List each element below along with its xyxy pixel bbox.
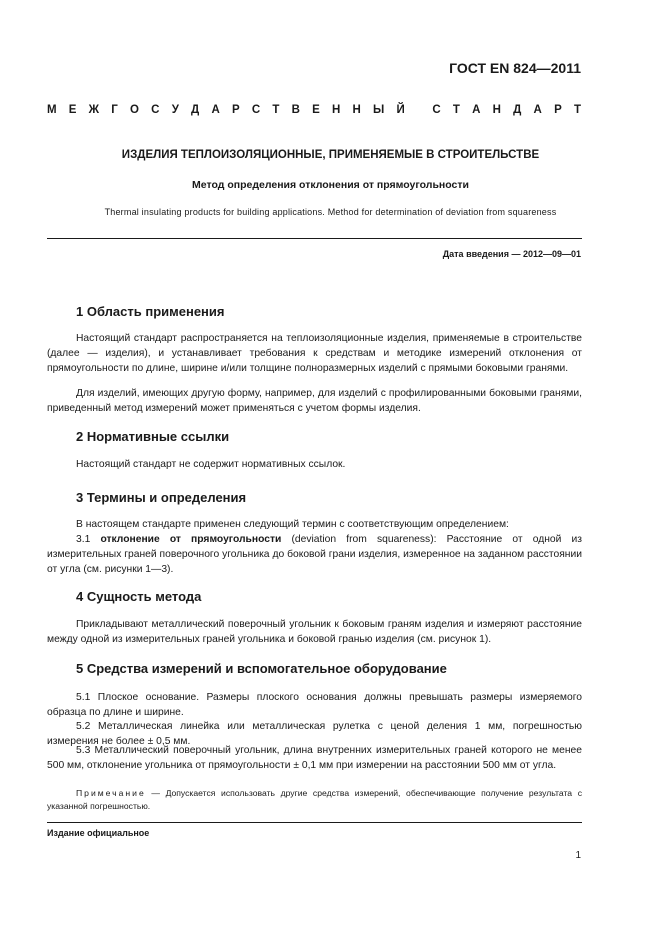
section-5-heading: 5 Средства измерений и вспомогательное оборудование [76,661,447,676]
interstate-banner-letter: С [151,104,160,116]
section-5-item-2: 5.2 Металлическая линейка или металлическая рулетка с ценой деления 1 мм, погрешностью измерения не более ± 0,5 мм. [47,721,582,747]
section-5-note [47,787,582,813]
footer-divider [47,822,582,823]
section-1-heading: 1 Область применения [76,304,225,319]
interstate-standard-banner [47,104,581,116]
note-label: Примечание [76,788,146,798]
interstate-banner-letter: А [211,104,220,116]
interstate-banner-letter: Т [272,104,280,116]
interstate-banner-letter: Е [68,104,77,116]
english-title: Thermal insulating products for building applications. Method for determination of deviation from squareness [104,207,557,217]
official-edition-label: Издание официальное [47,828,150,838]
gost-code: ГОСТ EN 824—2011 [449,60,581,76]
interstate-banner-letter: Н [352,104,361,116]
interstate-banner-letter: С [432,104,441,116]
interstate-banner-letter: Н [331,104,341,116]
definition-text: (deviation from squareness): Расстояние от одной из измерительных граней поверочного угольника до боковой грани изделия, измеренное на заданном расстоянии от угла (см. рисунки 1—3). [47,534,582,575]
interstate-banner-letter: Н [492,104,501,116]
section-2-paragraph-1: Настоящий стандарт не содержит нормативных ссылок. [76,459,346,470]
interstate-banner-letter: А [533,104,542,116]
interstate-banner-letter: У [171,104,179,116]
interstate-banner-letter: Й [396,104,405,116]
page-number: 1 [575,850,581,861]
document-title: ИЗДЕЛИЯ ТЕПЛОИЗОЛЯЦИОННЫЕ, ПРИМЕНЯЕМЫЕ В СТРОИТЕЛЬСТВЕ [121,149,540,161]
section-5-item-1: 5.1 Плоское основание. Размеры плоского основания должны превышать размеры измеряемого образца по длине и ширине. [47,692,582,718]
interstate-banner-letter: Д [513,104,522,116]
section-3-paragraph-1: В настоящем стандарте применен следующий термин с соответствующим определением: [76,519,509,530]
section-4-heading: 4 Сущность метода [76,589,202,604]
interstate-banner-letter: С [251,104,261,116]
note-text: — Допускается использовать другие средства измерений, обеспечивающие получение результата с указанной погрешностью. [47,788,582,811]
introduction-date: Дата введения — 2012—09—01 [442,249,581,259]
section-1-paragraph-2: Для изделий, имеющих другую форму, например, для изделий с профилированными боковыми гранями, приведенный метод измерений может применяться с учетом формы изделия. [47,388,582,414]
section-3-heading: 3 Термины и определения [76,490,247,505]
definition-number: 3.1 [76,534,101,545]
interstate-banner-letter: М [47,104,57,116]
interstate-banner-letter: Р [554,104,562,116]
interstate-banner-letter: В [291,104,300,116]
interstate-banner-letter: Ж [88,104,100,116]
interstate-banner-letter: Р [231,104,240,116]
method-title: Метод определения отклонения от прямоугольности [192,179,469,191]
section-2-heading: 2 Нормативные ссылки [76,429,230,444]
section-4-paragraph-1: Прикладывают металлический поверочный угольник к боковым граням изделия и измеряют расстояние между одной из измерительных граней угольника и боковой гранью изделия (см. рисунок 1). [47,619,582,645]
section-3-definition [47,532,582,577]
interstate-banner-letter: Ы [373,104,385,116]
interstate-banner-letter: Т [573,104,581,116]
section-5-item-3: 5.3 Металлический поверочный угольник, длина внутренних измерительных граней которого не менее 500 мм, отклонение угольника от прямоугольности ± 0,1 мм при измерении на расстоянии 500 мм от угла. [47,745,582,771]
interstate-banner-letter: О [130,104,139,116]
interstate-banner-letter [417,104,420,116]
section-1-paragraph-1: Настоящий стандарт распространяется на теплоизоляционные изделия, применяемые в строительстве (далее — изделия), и устанавливает требования к средствам и методике измерений отклонения от прямоугольности по длине, ширине и/или толщине полноразмерных изделий с прямыми боковыми гранями. [47,333,582,374]
interstate-banner-letter: Г [111,104,118,116]
definition-term: отклонение от прямоугольности [100,534,282,545]
header-divider [47,238,582,239]
interstate-banner-letter: А [472,104,481,116]
interstate-banner-letter: Д [191,104,200,116]
interstate-banner-letter: Е [312,104,320,116]
interstate-banner-letter: Т [452,104,460,116]
